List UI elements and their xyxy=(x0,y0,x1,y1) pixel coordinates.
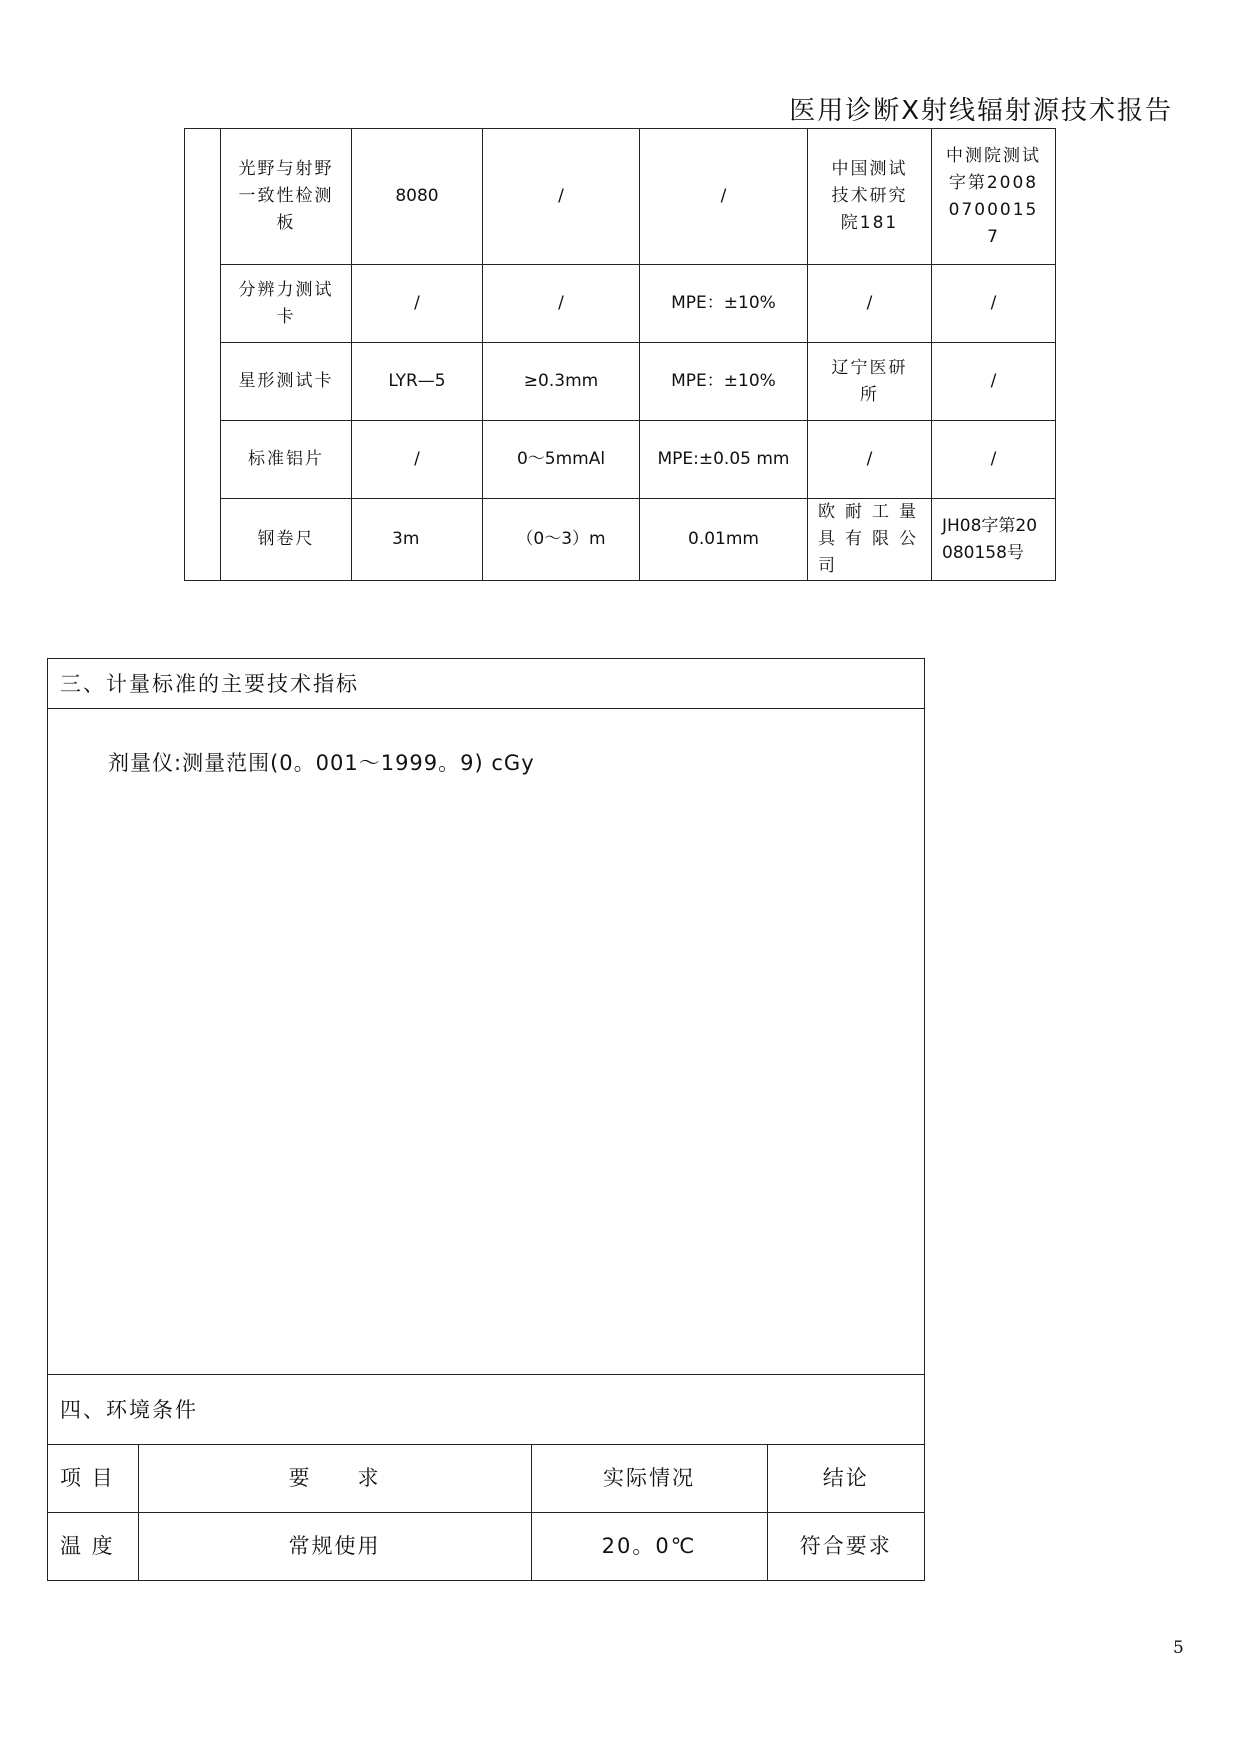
header-item: 项 目 xyxy=(48,1445,138,1513)
header-actual: 实际情况 xyxy=(531,1445,767,1513)
section3-title: 三、计量标准的主要技术指标 xyxy=(48,659,924,709)
equipment-org: 欧耐工量具有限公司 xyxy=(808,499,932,581)
table-row xyxy=(185,499,1056,581)
table-row xyxy=(48,1513,924,1581)
equipment-accuracy: MPE：±10% xyxy=(640,343,808,421)
header-conclusion: 结论 xyxy=(767,1445,924,1513)
equipment-model: / xyxy=(352,421,483,499)
equipment-range: （0～3）m xyxy=(483,499,640,581)
table-row xyxy=(185,265,1056,343)
page-number: 5 xyxy=(1173,1638,1184,1658)
equipment-org: 中国测试技术研究院181 xyxy=(808,129,932,265)
equipment-cert: 中测院测试字第200807000157 xyxy=(932,129,1056,265)
equipment-cert: / xyxy=(932,265,1056,343)
equipment-accuracy: / xyxy=(640,129,808,265)
equipment-org: / xyxy=(808,265,932,343)
equipment-cert: / xyxy=(932,421,1056,499)
document-header-title: 医用诊断X射线辐射源技术报告 xyxy=(789,96,1173,126)
equipment-accuracy: MPE:±0.05 mm xyxy=(640,421,808,499)
table-row xyxy=(185,129,1056,265)
table-row xyxy=(185,421,1056,499)
equipment-name: 分辨力测试卡 xyxy=(221,265,352,343)
header-requirement: 要 求 xyxy=(138,1445,531,1513)
equipment-cert: JH08字第20080158号 xyxy=(932,499,1056,581)
equipment-name: 星形测试卡 xyxy=(221,343,352,421)
equipment-name: 标准铝片 xyxy=(221,421,352,499)
equipment-model: 8080 xyxy=(352,129,483,265)
equipment-name: 钢卷尺 xyxy=(221,499,352,581)
standards-environment-block xyxy=(47,658,925,1581)
section4-title: 四、环境条件 xyxy=(48,1375,924,1445)
env-actual: 20。0℃ xyxy=(531,1513,767,1581)
left-blank-cell xyxy=(185,129,221,581)
table-row xyxy=(185,343,1056,421)
equipment-org: 辽宁医研所 xyxy=(808,343,932,421)
section3-text: 剂量仪:测量范围(0。001～1999。9) cGy xyxy=(108,751,535,775)
environment-table xyxy=(48,1445,924,1580)
env-item: 温 度 xyxy=(48,1513,138,1581)
equipment-table xyxy=(184,128,1056,581)
equipment-range: / xyxy=(483,129,640,265)
section3-content xyxy=(48,709,924,1375)
equipment-range: ≥0.3mm xyxy=(483,343,640,421)
env-requirement: 常规使用 xyxy=(138,1513,531,1581)
equipment-org: / xyxy=(808,421,932,499)
env-conclusion: 符合要求 xyxy=(767,1513,924,1581)
equipment-model: LYR—5 xyxy=(352,343,483,421)
equipment-accuracy: 0.01mm xyxy=(640,499,808,581)
equipment-model: 3m xyxy=(352,499,483,581)
equipment-range: 0～5mmAl xyxy=(483,421,640,499)
equipment-cert: / xyxy=(932,343,1056,421)
equipment-model: / xyxy=(352,265,483,343)
equipment-range: / xyxy=(483,265,640,343)
equipment-name: 光野与射野一致性检测板 xyxy=(221,129,352,265)
equipment-accuracy: MPE：±10% xyxy=(640,265,808,343)
environment-header-row xyxy=(48,1445,924,1513)
